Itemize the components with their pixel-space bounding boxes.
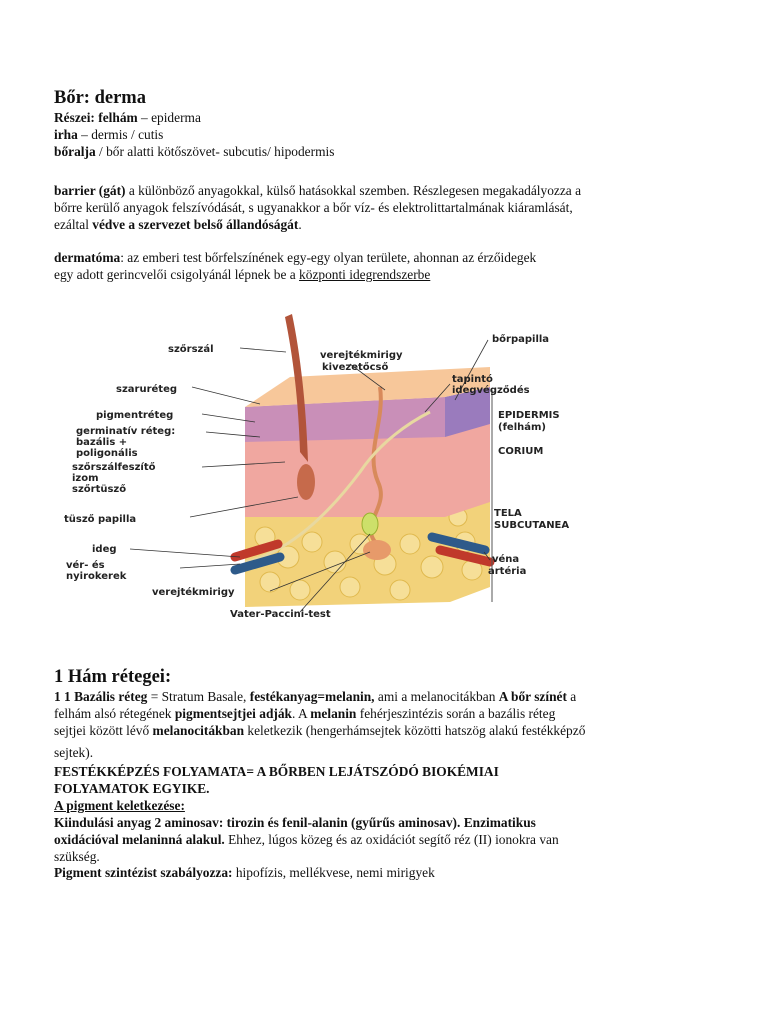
- s11-line-4: sejtek).: [54, 745, 94, 760]
- dermatoma-line-2: [54, 266, 430, 283]
- start-line-2: [54, 831, 559, 848]
- label-germ-3: poligonális: [76, 448, 138, 459]
- label-epidermis-1: EPIDERMIS: [498, 410, 560, 421]
- label-szortuszo: szőrtüsző: [72, 484, 127, 495]
- s11-l2-c: . A: [292, 706, 311, 721]
- label-tela-1: TELA: [494, 508, 522, 519]
- caps-line-2: [54, 780, 210, 797]
- s11-line-3: [54, 722, 585, 739]
- label-ver-1: vér- és: [66, 560, 105, 571]
- start-line-3: szükség.: [54, 849, 100, 864]
- irha-desc: – dermis / cutis: [77, 127, 164, 142]
- section-heading-ham-retegei: 1 Hám rétegei:: [54, 667, 172, 687]
- label-germ-2: bazális +: [76, 437, 128, 448]
- label-borpapilla: bőrpapilla: [492, 334, 550, 345]
- label-vena: véna: [492, 554, 520, 565]
- label-verejtekmirigy: verejtékmirigy: [152, 587, 235, 598]
- caps-text-1: FESTÉKKÉPZÉS FOLYAMATA= A BŐRBEN LEJÁTSZÓDÓ BIOKÉMIAI: [54, 764, 499, 779]
- label-tuszo-papilla: tüsző papilla: [64, 514, 137, 525]
- label-szaruretegs: szaruréteg: [116, 384, 178, 395]
- barrier-line-2: bőrre kerülő anyagok felszívódását, s ugyanakkor a bőr víz- és elektrolittartalmának kiáramlását,: [54, 200, 573, 215]
- sweat-gland: [363, 540, 391, 560]
- barrier-text-3c: .: [298, 217, 302, 232]
- s11-text-b: festékanyag=melanin,: [249, 689, 375, 704]
- s11-l3-a: sejtjei között lévő: [54, 723, 153, 738]
- page-title: Bőr: derma: [54, 88, 146, 108]
- kozponti-idegrendszer-link[interactable]: központi idegrendszerbe: [299, 267, 431, 282]
- s11-l2-d: melanin: [310, 706, 357, 721]
- dermatoma-term: dermatóma: [54, 250, 121, 265]
- s11-line-2: [54, 705, 555, 722]
- label-verejtek-kivezeto-1: verejtékmirigy: [320, 350, 403, 361]
- skin-diagram: [60, 312, 580, 628]
- boralja-desc: / bőr alatti kötőszövet- subcutis/ hipodermis: [95, 144, 335, 159]
- label-germ-1: germinatív réteg:: [76, 426, 176, 437]
- hair-follicle: [297, 464, 315, 500]
- barrier-line-1: [54, 182, 581, 199]
- dermatoma-line-1: [54, 249, 536, 266]
- dermatoma-text-1: : az emberi test bőrfelszínének egy-egy olyan területe, ahonnan az érzőidegek: [120, 250, 537, 265]
- regulation-text: hipofízis, mellékvese, nemi mirigyek: [232, 865, 435, 880]
- s11-l3-b: melanocitákban: [152, 723, 245, 738]
- label-tapinto-1: tapintó: [452, 374, 493, 385]
- label-arteria: artéria: [488, 566, 527, 577]
- barrier-text-3a: ezáltal: [54, 217, 93, 232]
- label-tapinto-2: idegvégződés: [452, 385, 530, 396]
- dermatoma-text-2: egy adott gerincvelői csigolyánál lépnek be a: [54, 267, 300, 282]
- s11-l3-c: keletkezik (hengerhámsejtek közötti hatszög alakú festékképző: [244, 723, 586, 738]
- parts-line: [54, 109, 201, 126]
- label-pigmentreteg: pigmentréteg: [96, 410, 174, 421]
- label-szorszal: szőrszál: [168, 344, 214, 355]
- felham-term: felhám: [98, 110, 138, 125]
- s11-text-c: ami a melanocitákban: [374, 689, 499, 704]
- start-line-1: [54, 814, 536, 831]
- barrier-term: barrier (gát): [54, 183, 126, 198]
- felham-desc: – epiderma: [137, 110, 201, 125]
- start-text-a: Kiindulási anyag 2 aminosav: tirozin és fenil-alanin (gyűrűs aminosav). Enzimatikus: [54, 815, 536, 830]
- regulation-term: Pigment szintézist szabályozza:: [54, 865, 233, 880]
- regulation-line: [54, 864, 435, 881]
- start-text-b1: oxidációval melaninná alakul.: [54, 832, 225, 847]
- start-text-b2: Ehhez, lúgos közeg és az oxidációt segítő réz (II) ionokra van: [224, 832, 559, 847]
- boralja-line: [54, 143, 334, 160]
- label-feszito-1: szőrszálfeszítő: [72, 462, 156, 473]
- s11-term: 1 1 Bazális réteg: [54, 689, 148, 704]
- label-tela-2: SUBCUTANEA: [494, 520, 570, 531]
- label-epidermis-2: (felhám): [498, 422, 546, 433]
- s11-text-a: = Stratum Basale,: [147, 689, 250, 704]
- s11-text-d: A bőr színét: [498, 689, 567, 704]
- barrier-text-3b: védve a szervezet belső állandóságát: [92, 217, 299, 232]
- parts-label: Részei:: [54, 110, 95, 125]
- caps-text-2: FOLYAMATOK EGYIKE.: [54, 781, 210, 796]
- caps-line-1: [54, 763, 499, 780]
- label-verejtek-kivezeto-2: kivezetőcső: [322, 362, 389, 373]
- s11-text-e: a: [566, 689, 577, 704]
- s11-l2-a: felhám alsó rétegének: [54, 706, 175, 721]
- pigment-heading: A pigment keletkezése:: [54, 798, 185, 813]
- irha-line: [54, 126, 163, 143]
- label-corium: CORIUM: [498, 446, 544, 457]
- label-ideg: ideg: [92, 544, 117, 555]
- s11-l2-b: pigmentsejtjei adják: [174, 706, 292, 721]
- s11-line-1: [54, 688, 576, 705]
- boralja-term: bőralja: [54, 144, 96, 159]
- pigment-heading-line: [54, 797, 185, 814]
- barrier-text-1: a különböző anyagokkal, külső hatásokkal szemben. Részlegesen megakadályozza a: [125, 183, 582, 198]
- label-ver-2: nyirokerek: [66, 571, 127, 582]
- irha-term: irha: [54, 127, 78, 142]
- s11-l2-e: fehérjeszintézis során a bazális réteg: [356, 706, 556, 721]
- label-vater: Vater-Paccini-test: [230, 609, 331, 620]
- barrier-line-3: [54, 216, 302, 233]
- label-feszito-2: izom: [72, 473, 99, 484]
- skin-diagram-svg: [60, 312, 580, 628]
- vater-pacini-body: [362, 513, 378, 535]
